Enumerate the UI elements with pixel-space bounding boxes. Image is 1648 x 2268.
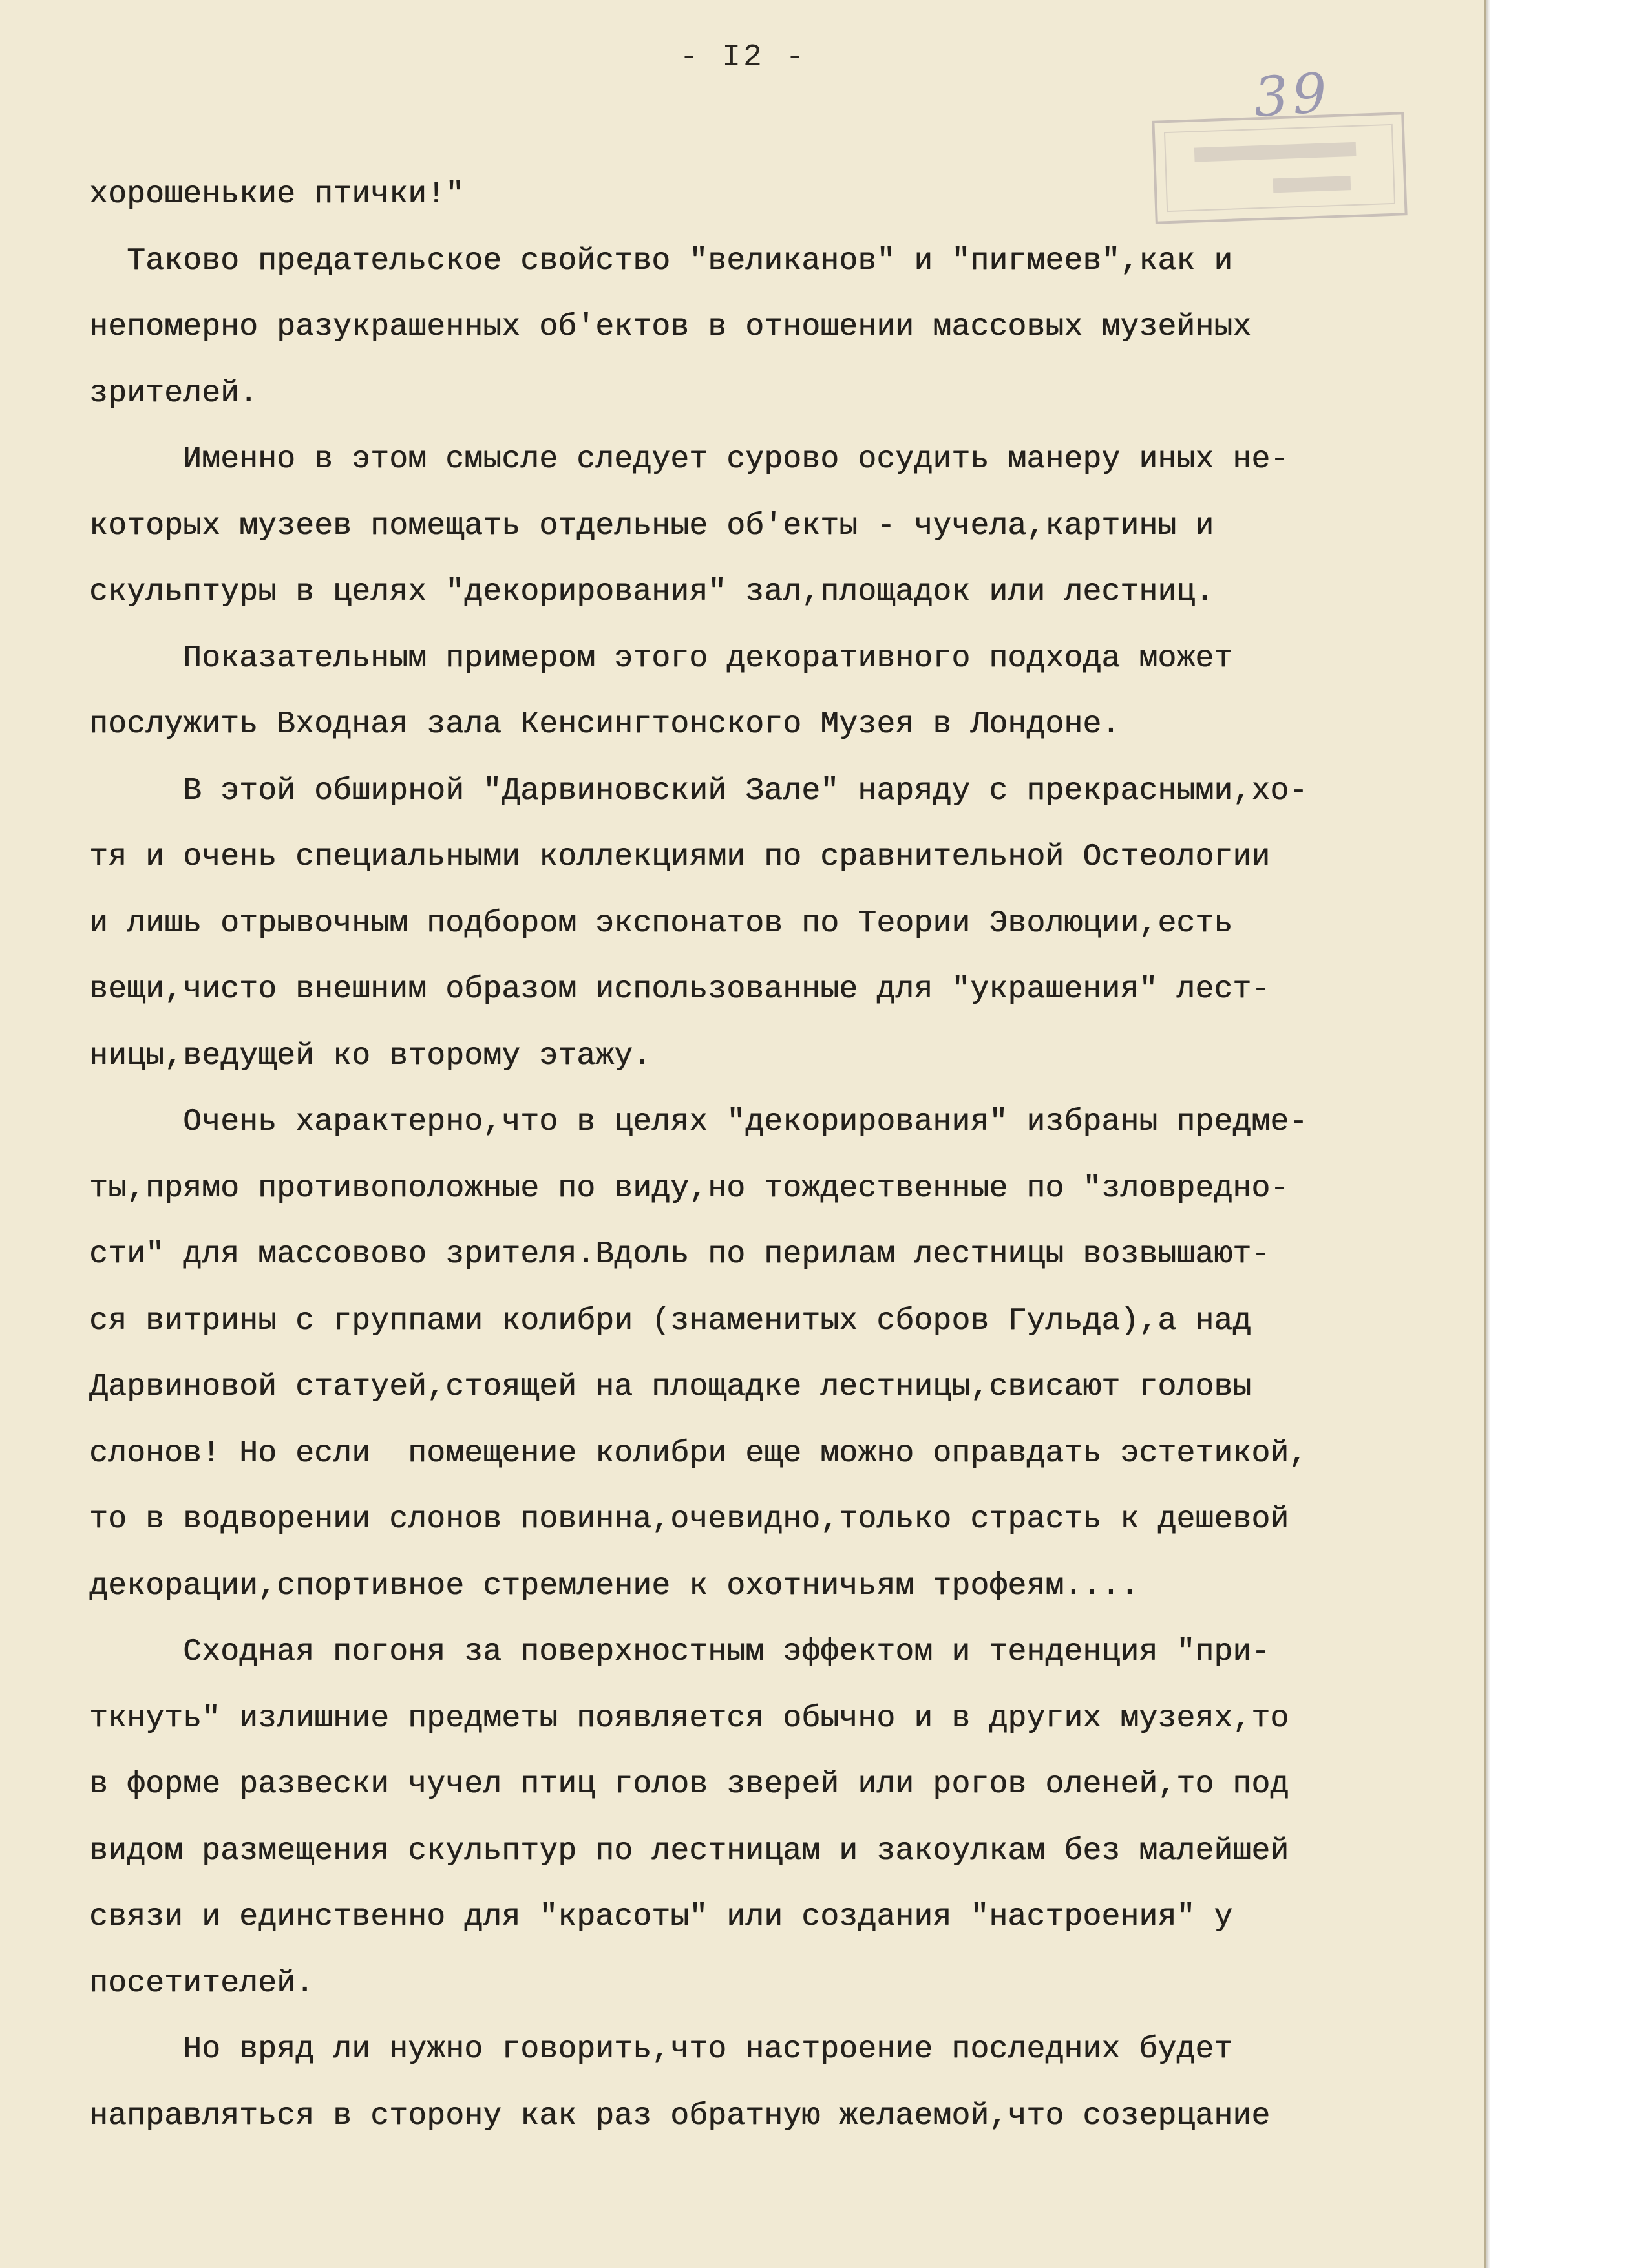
text-line: ты,прямо противоположные по виду,но тождественные по "зловредно- [89, 1171, 1289, 1206]
text-line: Но вряд ли нужно говорить,что настроение последних будет [89, 2032, 1233, 2067]
page-number: - I2 - [679, 40, 807, 75]
text-line: В этой обширной "Дарвиновский Зале" наряду с прекрасными,хо- [89, 773, 1308, 809]
scan-background [1486, 0, 1648, 2268]
text-line: и лишь отрывочным подбором экспонатов по Теории Эволюции,есть [89, 906, 1233, 941]
text-line: скульптуры в целях "декорирования" зал,площадок или лестниц. [89, 575, 1214, 609]
text-line: вещи,чисто внешним образом использованные для "украшения" лест- [89, 972, 1271, 1007]
typed-text-body [89, 162, 1479, 2149]
text-line: ницы,ведущей ко второму этажу. [89, 1038, 652, 1074]
text-line: Именно в этом смысле следует сурово осудить манеру иных не- [89, 442, 1289, 477]
text-line: зрителей. [89, 376, 259, 411]
text-line: то в водворении слонов повинна,очевидно,только страсть к дешевой [89, 1502, 1289, 1537]
text-line: видом размещения скульптур по лестницам и закоулкам без малейшей [89, 1833, 1289, 1869]
text-line: в форме развески чучел птиц голов зверей или рогов оленей,то под [89, 1767, 1289, 1802]
text-line: Таково предательское свойство "великанов" и "пигмеев",как и [89, 243, 1233, 279]
text-line: слонов! Но если помещение колибри еще можно оправдать эстетикой, [89, 1436, 1308, 1471]
text-line: сти" для массовово зрителя.Вдоль по перилам лестницы возвышают- [89, 1237, 1271, 1272]
text-line: хорошенькие птички!" [89, 177, 465, 212]
text-line: декорации,спортивное стремление к охотничьям трофеям.... [89, 1568, 1139, 1604]
text-line: тя и очень специальными коллекциями по сравнительной Остеологии [89, 840, 1271, 874]
text-line: посетителей. [89, 1966, 315, 2001]
text-line: ся витрины с группами колибри (знаменитых сборов Гульда),а над [89, 1303, 1252, 1339]
text-line: послужить Входная зала Кенсингтонского Музея в Лондоне. [89, 707, 1121, 742]
text-line: Очень характерно,что в целях "декорирования" избраны предме- [89, 1105, 1308, 1139]
text-line: непомерно разукрашенных об'ектов в отношении массовых музейных [89, 310, 1252, 344]
page-edge-shadow [1486, 0, 1490, 2268]
text-line: направляться в сторону как раз обратную желаемой,что созерцание [89, 2098, 1271, 2134]
text-line: ткнуть" излишние предметы появляется обычно и в других музеях,то [89, 1701, 1289, 1736]
archive-page-mark: 39 [1251, 60, 1333, 130]
text-line: связи и единственно для "красоты" или создания "настроения" у [89, 1900, 1233, 1934]
text-line: Показательным примером этого декоративного подхода может [89, 641, 1233, 676]
text-line: Дарвиновой статуей,стоящей на площадке лестницы,свисают головы [89, 1370, 1252, 1404]
text-line: Сходная погоня за поверхностным эффектом и тенденция "при- [89, 1635, 1271, 1669]
text-line: которых музеев помещать отдельные об'екты - чучела,картины и [89, 508, 1214, 544]
